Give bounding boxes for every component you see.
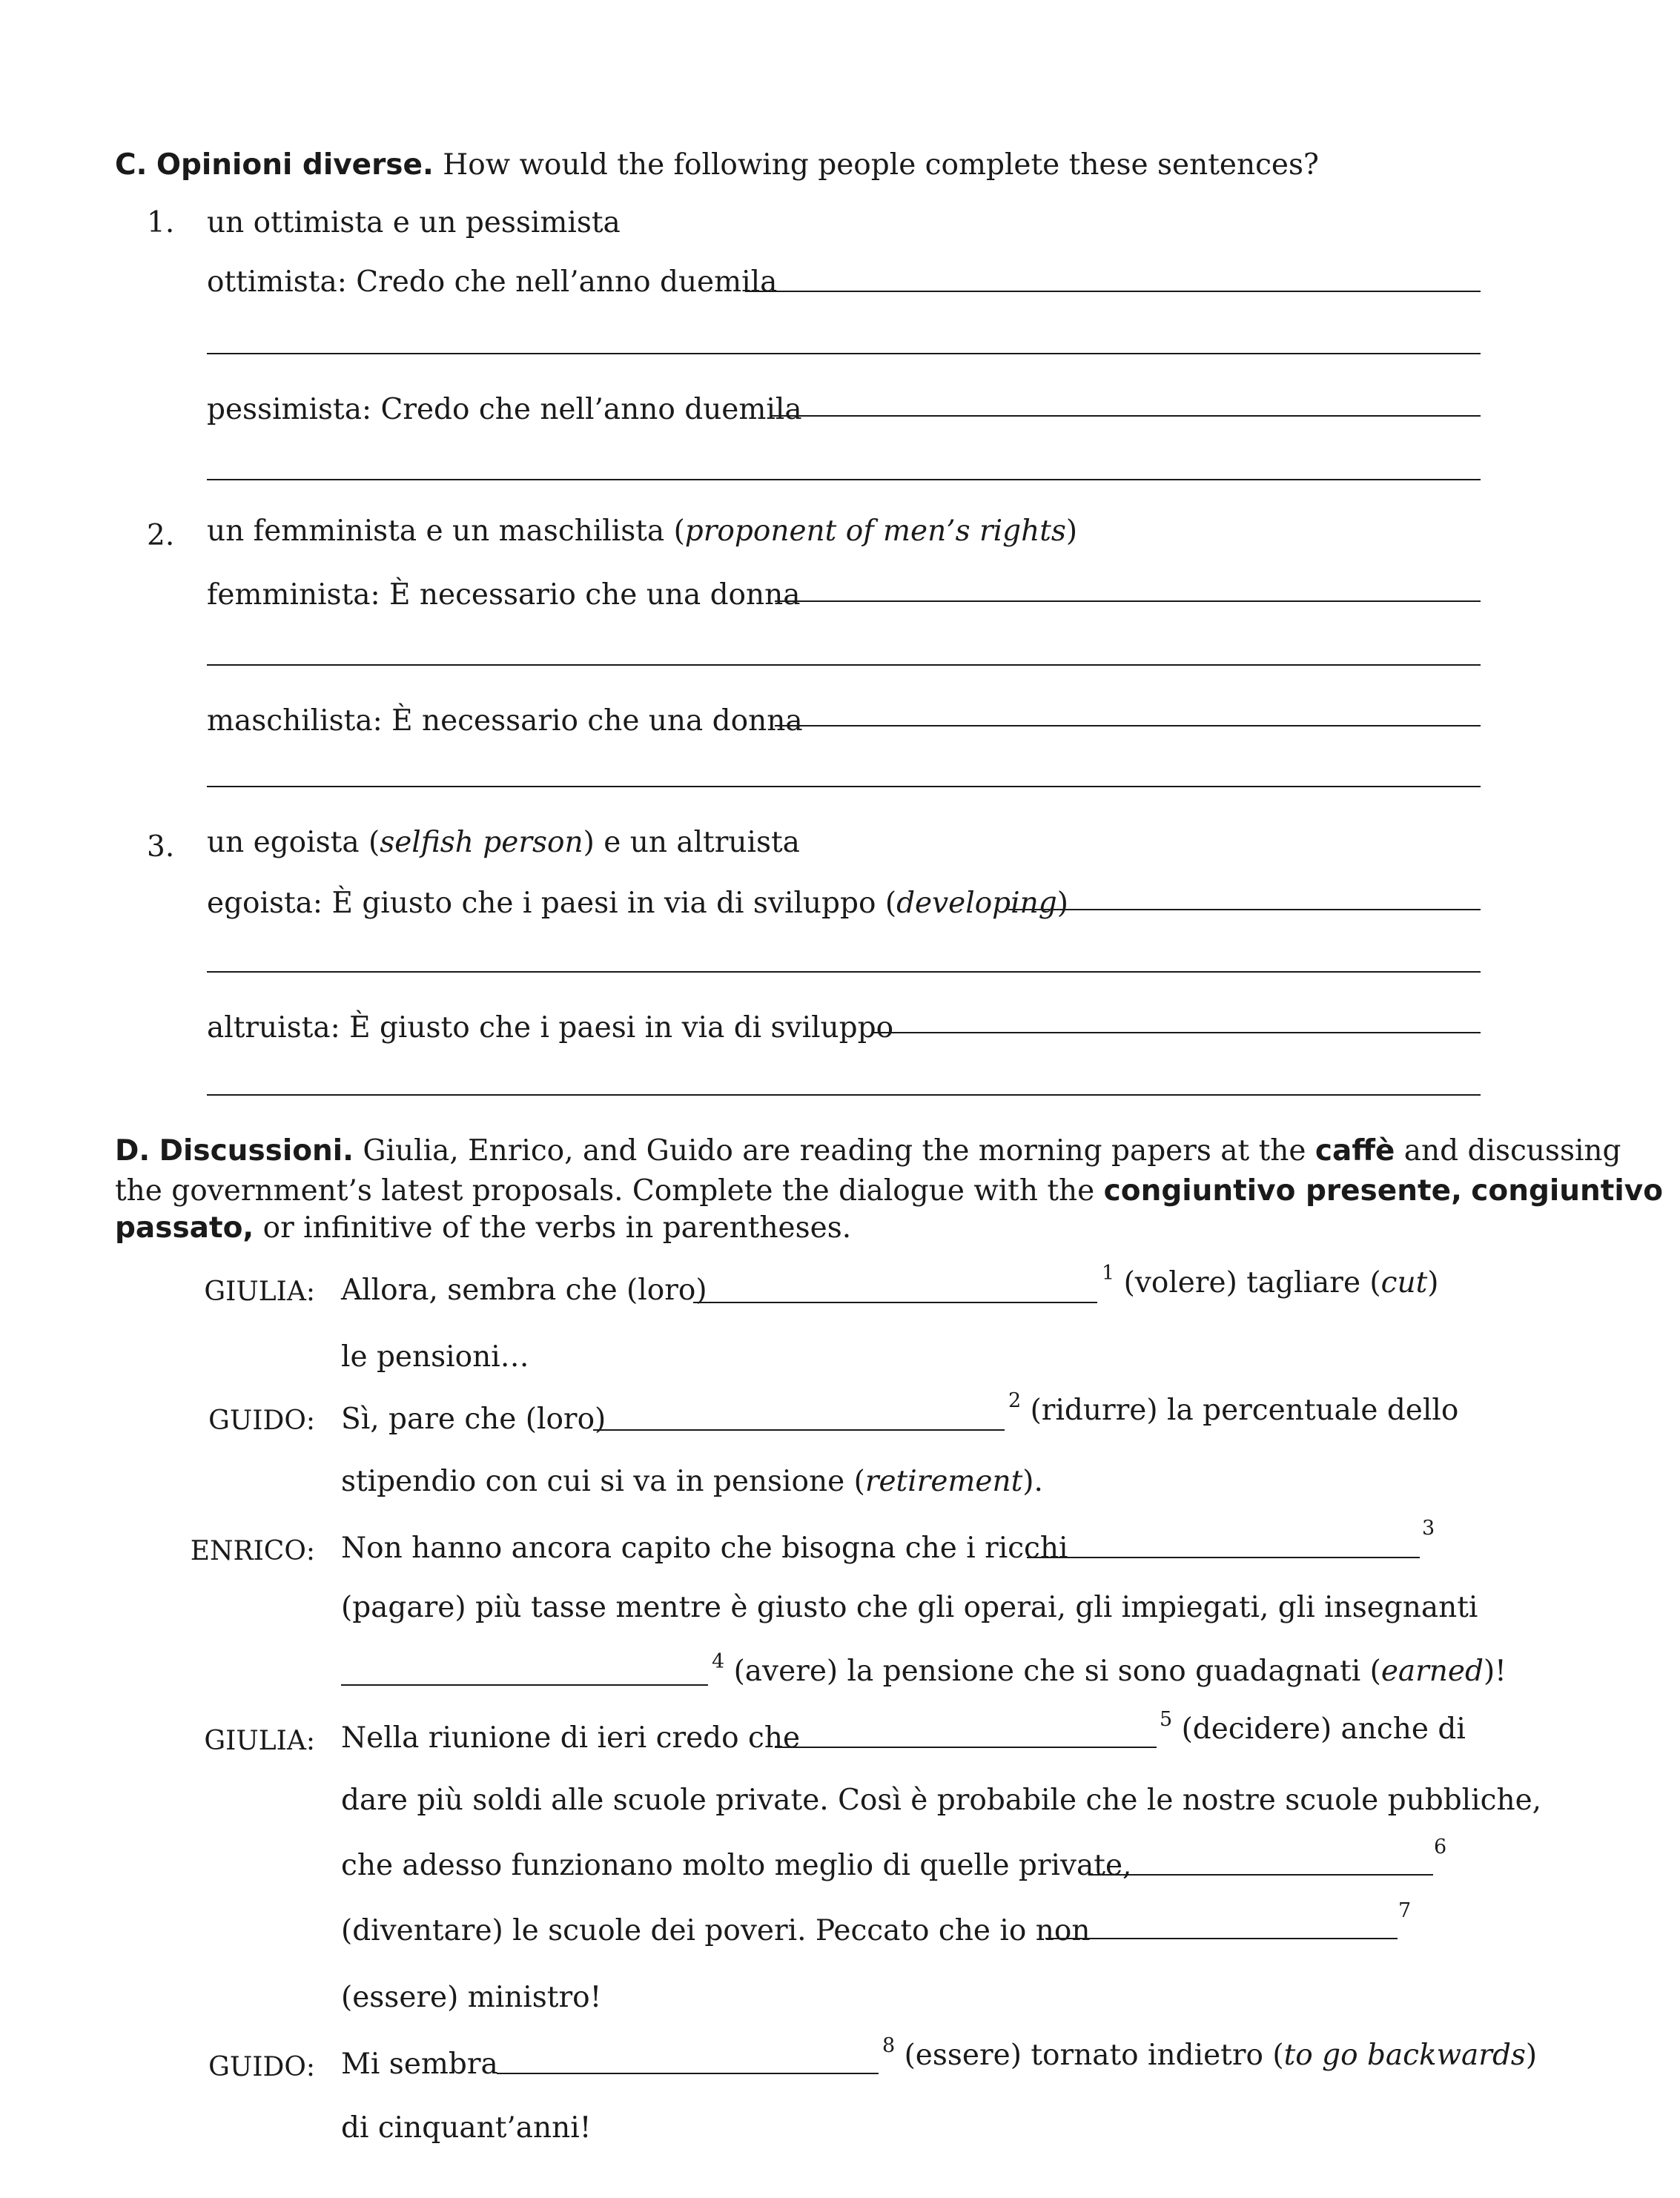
item-3-pair-suffix: ) e un altruista <box>583 826 800 859</box>
speaker-guido-1: GUIDO: <box>208 1406 315 1436</box>
egoista-answer-line-1[interactable] <box>1008 879 1481 910</box>
section-d-intro-line-1 <box>115 1133 1621 1170</box>
speaker-guido-2: GUIDO: <box>208 2052 315 2082</box>
item-2-number: 2. <box>147 519 175 552</box>
item-2-pair <box>207 514 1077 549</box>
blank-6-input[interactable] <box>1088 1846 1433 1876</box>
blank-3-number: 3 <box>1422 1517 1435 1540</box>
item-3-prompt-altruista: altruista: È giusto che i paesi in via di sviluppo <box>207 1011 894 1045</box>
giulia-2-text-f: (essere) ministro! <box>341 1981 602 2014</box>
section-c-title: Opinioni diverse. <box>156 148 434 182</box>
guido-2-text-c: di cinquant’anni! <box>341 2111 592 2145</box>
giulia-1-text-a: Allora, sembra che (loro) <box>341 1274 707 1307</box>
blank-1-number: 1 <box>1102 1262 1115 1285</box>
guido-2-gloss: to go backwards <box>1283 2039 1526 2072</box>
egoista-answer-line-2[interactable] <box>207 941 1481 973</box>
section-d-intro-a: Giulia, Enrico, and Guido are reading the morning papers at the <box>363 1134 1306 1168</box>
blank-7-input[interactable] <box>1045 1910 1398 1939</box>
blank-2-number: 2 <box>1008 1389 1022 1412</box>
item-1-prompt-pessimista: pessimista: Credo che nell’anno duemila <box>207 393 802 426</box>
enrico-end: )! <box>1483 1655 1507 1688</box>
blank-8-number: 8 <box>882 2034 896 2057</box>
item-2-prompt-femminista: femminista: È necessario che una donna <box>207 578 801 612</box>
femminista-answer-line-1[interactable] <box>775 571 1481 602</box>
egoista-prompt-prefix: egoista: È giusto che i paesi in via di sviluppo ( <box>207 887 897 920</box>
maschilista-answer-line-2[interactable] <box>207 756 1481 787</box>
item-3-pair-prefix: un egoista ( <box>207 826 380 859</box>
guido-1-verb: (ridurre) la percentuale dello <box>1030 1394 1459 1427</box>
egoista-prompt-suffix: ) <box>1056 887 1068 920</box>
giulia-2-text-d: che adesso funzionano molto meglio di quelle private, <box>341 1849 1132 1882</box>
enrico-gloss: earned <box>1380 1655 1484 1688</box>
blank-4-number: 4 <box>712 1650 725 1673</box>
item-2-prompt-maschilista: maschilista: È necessario che una donna <box>207 704 803 738</box>
section-d-intro-d: or infinitive of the verbs in parentheses. <box>262 1211 852 1245</box>
item-1-pair: un ottimista e un pessimista <box>207 206 621 239</box>
femminista-answer-line-2[interactable] <box>207 635 1481 666</box>
blank-8-input[interactable] <box>497 2045 879 2074</box>
blank-2-input[interactable] <box>593 1401 1005 1431</box>
section-d-cong-presente: congiuntivo presente, <box>1103 1174 1462 1208</box>
ottimista-answer-line-1[interactable] <box>745 261 1481 292</box>
section-d-intro-c: the government’s latest proposals. Complete the dialogue with the <box>115 1174 1095 1208</box>
altruista-answer-line-1[interactable] <box>873 1002 1481 1033</box>
section-d-letter: D. <box>115 1134 151 1168</box>
guido-2-text-b <box>881 2034 1538 2076</box>
giulia-1-text-c: le pensioni… <box>341 1340 529 1374</box>
guido-1-text-b <box>1007 1389 1459 1431</box>
section-d-intro-b: and discussing <box>1403 1134 1621 1168</box>
blank-3-input[interactable] <box>1027 1529 1420 1558</box>
giulia-2-text-a: Nella riunione di ieri credo che <box>341 1721 801 1755</box>
item-3-number: 3. <box>147 830 175 864</box>
section-c-letter: C. <box>115 148 148 182</box>
item-2-pair-suffix: ) <box>1065 514 1078 548</box>
guido-2-end: ) <box>1525 2039 1538 2072</box>
item-2-pair-gloss: proponent of men’s rights <box>684 514 1066 548</box>
item-3-prompt-egoista <box>207 887 1068 921</box>
guido-1-gloss: retirement <box>864 1465 1023 1498</box>
section-d-congiuntivo: congiuntivo <box>1471 1174 1664 1208</box>
section-d-passato: passato, <box>115 1211 254 1245</box>
giulia-1-verb: (volere) tagliare ( <box>1123 1266 1381 1300</box>
enrico-text-a: Non hanno ancora capito che bisogna che i ricchi <box>341 1532 1068 1565</box>
enrico-text-c-main: (avere) la pensione che si sono guadagnati ( <box>733 1655 1381 1688</box>
giulia-2-text-c: dare più soldi alle scuole private. Così è probabile che le nostre scuole pubbliche, <box>341 1784 1542 1817</box>
giulia-2-text-b <box>1158 1708 1466 1750</box>
section-d-caffe: caffè <box>1314 1134 1395 1168</box>
speaker-enrico: ENRICO: <box>190 1536 315 1566</box>
guido-2-verb: (essere) tornato indietro ( <box>904 2039 1284 2072</box>
ottimista-answer-line-2[interactable] <box>207 323 1481 354</box>
item-1-number: 1. <box>147 206 175 239</box>
guido-2-text-a: Mi sembra <box>341 2048 498 2081</box>
blank-7-number: 7 <box>1398 1899 1412 1922</box>
speaker-giulia-1: GIULIA: <box>204 1277 315 1307</box>
giulia-2-text-e: (diventare) le scuole dei poveri. Peccato che io non <box>341 1914 1091 1947</box>
blank-4-input[interactable] <box>341 1656 708 1686</box>
maschilista-answer-line-1[interactable] <box>775 695 1481 726</box>
giulia-2-verb: (decidere) anche di <box>1181 1712 1466 1746</box>
section-d-intro-line-3 <box>115 1210 851 1247</box>
guido-1-end: ). <box>1022 1465 1043 1498</box>
giulia-1-end: ) <box>1427 1266 1439 1300</box>
section-d-intro-line-2 <box>115 1173 1663 1210</box>
section-d-title: Discussioni. <box>159 1134 354 1168</box>
enrico-text-b: (pagare) più tasse mentre è giusto che gli operai, gli impiegati, gli insegnanti <box>341 1591 1478 1624</box>
section-c-instruction: How would the following people complete these sentences? <box>443 148 1319 182</box>
item-1-prompt-ottimista: ottimista: Credo che nell’anno duemila <box>207 265 778 299</box>
item-3-pair-gloss: selfish person <box>380 826 583 859</box>
section-c-heading <box>115 147 1319 184</box>
blank-5-input[interactable] <box>775 1718 1157 1748</box>
enrico-text-c <box>710 1650 1507 1692</box>
blank-6-number: 6 <box>1434 1835 1447 1858</box>
pessimista-answer-line-2[interactable] <box>207 449 1481 480</box>
egoista-prompt-gloss: developing <box>896 887 1057 920</box>
speaker-giulia-2: GIULIA: <box>204 1726 315 1756</box>
blank-1-input[interactable] <box>693 1274 1097 1303</box>
guido-1-text-a: Sì, pare che (loro) <box>341 1403 606 1436</box>
altruista-answer-line-2[interactable] <box>207 1065 1481 1096</box>
item-2-pair-prefix: un femminista e un maschilista ( <box>207 514 685 548</box>
guido-1-text-c-main: stipendio con cui si va in pensione ( <box>341 1465 865 1498</box>
giulia-1-gloss: cut <box>1380 1266 1428 1300</box>
pessimista-answer-line-1[interactable] <box>771 385 1481 417</box>
item-3-pair <box>207 826 800 860</box>
guido-1-text-c <box>341 1465 1043 1499</box>
giulia-1-text-b <box>1100 1262 1439 1303</box>
blank-5-number: 5 <box>1160 1708 1173 1731</box>
